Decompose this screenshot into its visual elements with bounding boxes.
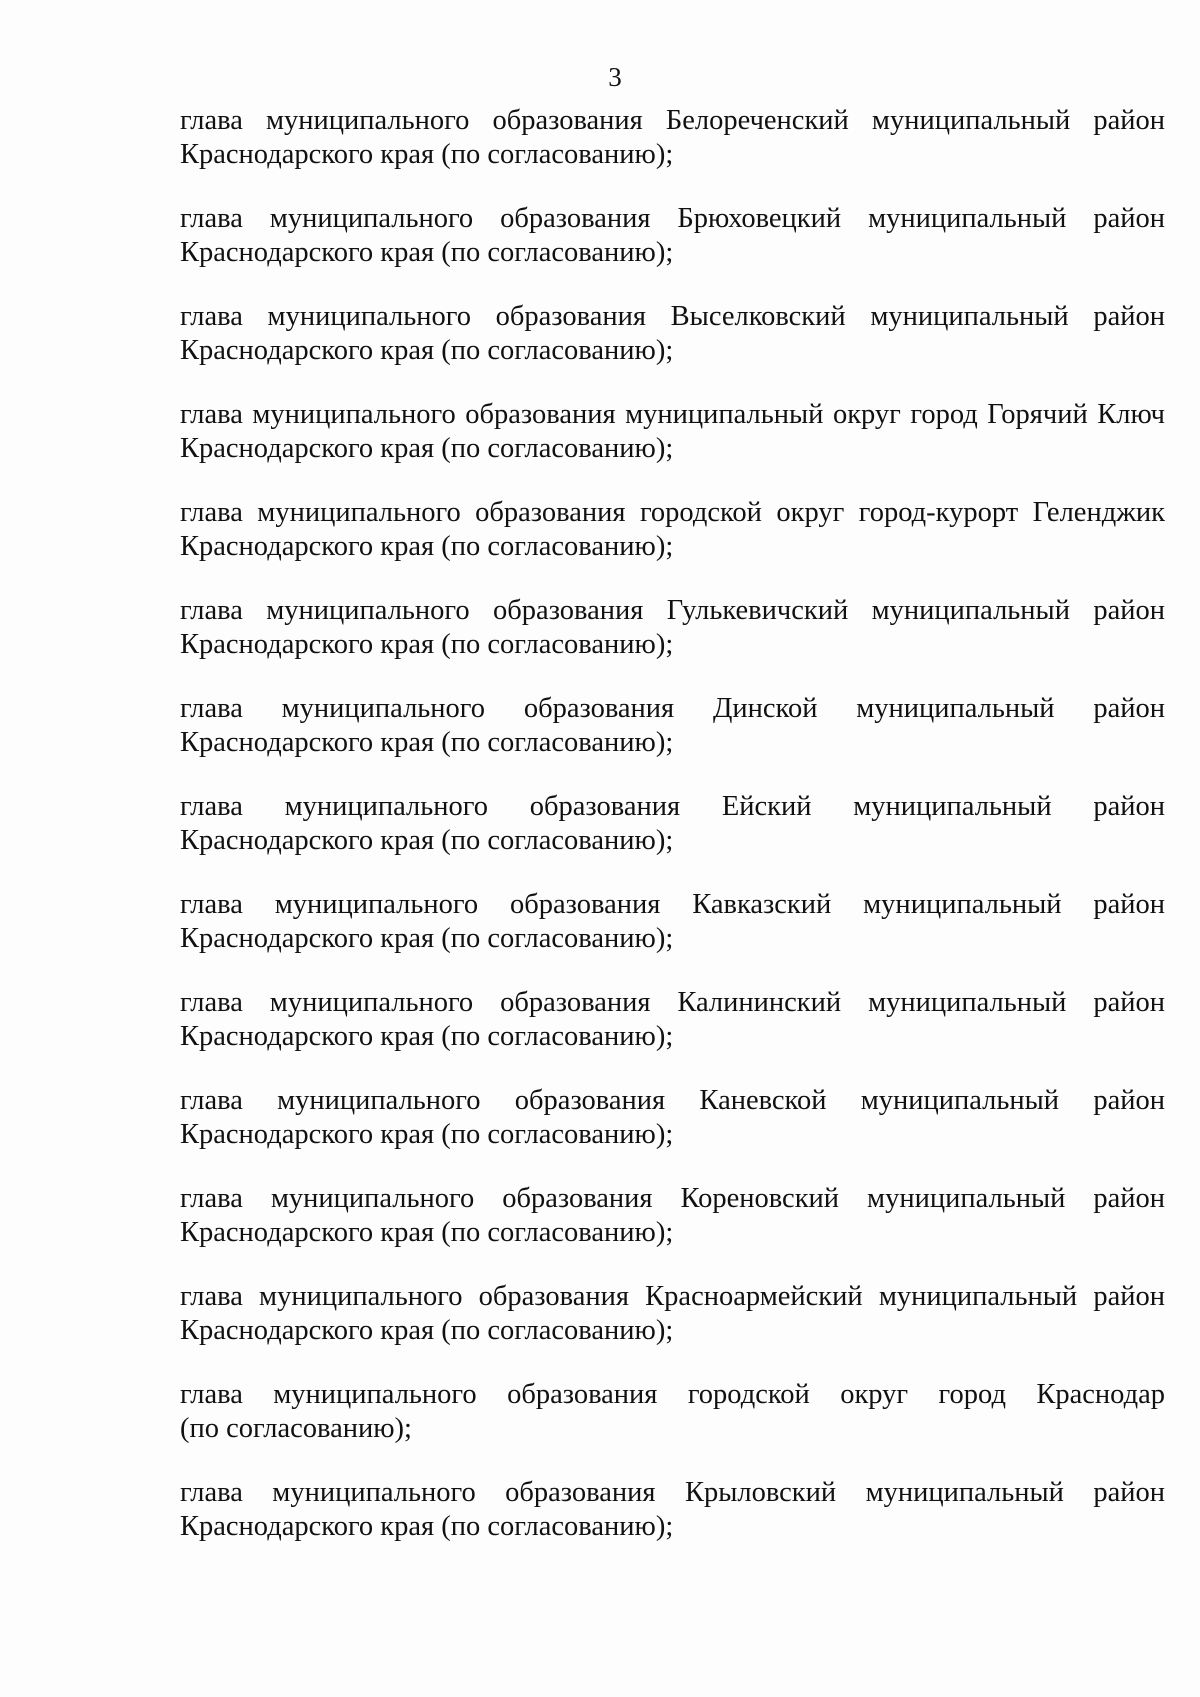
list-item-line: Краснодарского края (по согласованию);: [180, 1021, 674, 1052]
list-item: [180, 398, 1165, 496]
list-item: [180, 1476, 1165, 1574]
list-item: [180, 300, 1165, 398]
list-item: [180, 1280, 1165, 1378]
list-item-line: Краснодарского края (по согласованию);: [180, 531, 674, 562]
list-item-line: глава муниципального образования Ейский муниципальный район: [180, 791, 1165, 822]
list-item-line: Краснодарского края (по согласованию);: [180, 1315, 674, 1346]
list-item-line: глава муниципального образования Динской муниципальный район: [180, 693, 1165, 724]
list-item-line: глава муниципального образования Красноармейский муниципальный район: [180, 1281, 1165, 1312]
list-item-line: глава муниципального образования городской округ город-курорт Геленджик: [180, 497, 1165, 528]
list-item: [180, 790, 1165, 888]
list-item: [180, 692, 1165, 790]
officials-list: [180, 104, 1165, 1574]
list-item-line: глава муниципального образования Крыловский муниципальный район: [180, 1477, 1165, 1508]
list-item-line: глава муниципального образования Брюховецкий муниципальный район: [180, 203, 1165, 234]
list-item-line: глава муниципального образования Белореченский муниципальный район: [180, 105, 1165, 136]
list-item: [180, 1182, 1165, 1280]
page-number: 3: [608, 62, 622, 92]
list-item: [180, 496, 1165, 594]
list-item-line: глава муниципального образования Выселковский муниципальный район: [180, 301, 1165, 332]
list-item-line: глава муниципального образования Кореновский муниципальный район: [180, 1183, 1165, 1214]
list-item-line: Краснодарского края (по согласованию);: [180, 237, 674, 268]
list-item-line: глава муниципального образования городской округ город Краснодар: [180, 1379, 1165, 1410]
list-item: [180, 202, 1165, 300]
list-item-line: Краснодарского края (по согласованию);: [180, 1511, 674, 1542]
list-item-line: Краснодарского края (по согласованию);: [180, 1217, 674, 1248]
list-item: [180, 1084, 1165, 1182]
list-item-line: глава муниципального образования Гулькевичский муниципальный район: [180, 595, 1165, 626]
list-item-line: Краснодарского края (по согласованию);: [180, 629, 674, 660]
list-item: [180, 104, 1165, 202]
list-item-line: Краснодарского края (по согласованию);: [180, 825, 674, 856]
list-item-line: глава муниципального образования Каневской муниципальный район: [180, 1085, 1165, 1116]
list-item-line: глава муниципального образования Калининский муниципальный район: [180, 987, 1165, 1018]
list-item-line: Краснодарского края (по согласованию);: [180, 139, 674, 170]
list-item-line: Краснодарского края (по согласованию);: [180, 1119, 674, 1150]
list-item-line: (по согласованию);: [180, 1413, 412, 1444]
list-item: [180, 1378, 1165, 1476]
list-item-line: глава муниципального образования муниципальный округ город Горячий Ключ: [180, 399, 1165, 430]
list-item: [180, 594, 1165, 692]
list-item-line: Краснодарского края (по согласованию);: [180, 433, 674, 464]
list-item-line: Краснодарского края (по согласованию);: [180, 923, 674, 954]
list-item: [180, 888, 1165, 986]
list-item: [180, 986, 1165, 1084]
list-item-line: глава муниципального образования Кавказский муниципальный район: [180, 889, 1165, 920]
list-item-line: Краснодарского края (по согласованию);: [180, 727, 674, 758]
list-item-line: Краснодарского края (по согласованию);: [180, 335, 674, 366]
